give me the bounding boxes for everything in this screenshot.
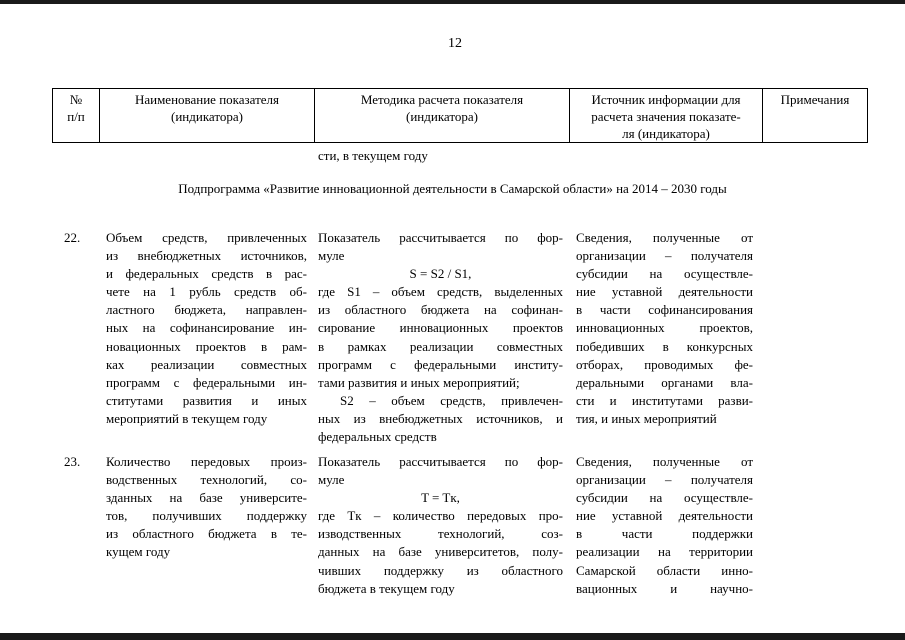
header-cell-source — [570, 89, 763, 143]
row-22-source-line: в части софинансирования — [576, 302, 753, 318]
row-23-indicator-name — [106, 453, 307, 562]
carryover-text: сти, в текущем году — [318, 148, 428, 163]
row-23-source-line: организации – получателя — [576, 472, 753, 488]
row-23-source-line: Сведения, полученные от — [576, 454, 753, 469]
row-22-source-line: ние уставной деятельности — [576, 284, 753, 300]
header-method-line: Методика расчета показателя — [360, 92, 524, 107]
row-23-name-line: тов, получивших поддержку — [106, 508, 307, 524]
row-22-number: 22. — [64, 230, 81, 245]
row-22-method-line: программ с федеральными институ- — [318, 356, 563, 372]
header-cell-notes — [763, 89, 868, 143]
header-source-line: Источник информации для — [591, 92, 741, 107]
row-23-method-line: бюджета в текущем году — [318, 580, 455, 596]
header-notes-line: Примечания — [780, 92, 850, 107]
row-22-source-line: организации – получателя — [576, 248, 753, 264]
row-22-source-line: Сведения, полученные от — [576, 230, 753, 245]
row-23-name-line: кущем году — [106, 544, 171, 560]
row-22-formula: S = S2 / S1, — [409, 266, 472, 282]
row-22-source-line: сти и институтами разви- — [576, 392, 753, 408]
row-23-method-line: где Tк – количество передовых про- — [318, 508, 563, 524]
row-22-method-line: S2 – объем средств, привлечен- — [340, 392, 563, 408]
row-22-calculation-method — [318, 229, 563, 446]
row-23-method-line: данных на базе университетов, полу- — [318, 544, 563, 560]
row-23-source-line: Самарской области инно- — [576, 562, 753, 578]
row-22-name-line: из внебюджетных источников, — [106, 248, 307, 264]
top-scan-border — [0, 0, 905, 4]
row-23-source-line: вационных и научно- — [576, 580, 753, 596]
row-23-source-line: в части поддержки — [576, 526, 753, 542]
header-cell-indicator-name — [100, 89, 315, 143]
indicator-table-header — [52, 88, 868, 143]
row-23-info-source — [576, 453, 753, 598]
row-22-name-line: Объем средств, привлеченных — [106, 230, 307, 245]
row-23-number: 23. — [64, 454, 81, 469]
header-number-line: № — [69, 92, 83, 107]
row-23-name-line: из областного бюджета в те- — [106, 526, 307, 542]
row-22-name-line: чете на 1 рубль средств об- — [106, 284, 307, 300]
row-22-name-line: ных на софинансирование ин- — [106, 320, 307, 336]
subprogram-title: Подпрограмма «Развитие инновационной деятельности в Самарской области» на 2014 – 2030 годы — [178, 181, 727, 196]
row-22-method-line: ных из внебюджетных источников, и — [318, 410, 563, 426]
row-22-name-line: ститутами развития и иных — [106, 392, 307, 408]
row-22-source-line: субсидии на осуществле- — [576, 266, 753, 282]
row-23-name-line: водственных технологий, со- — [106, 472, 307, 488]
row-23-formula: T = Tк, — [421, 490, 460, 506]
row-22-method-line: Показатель рассчитывается по фор- — [318, 230, 563, 245]
header-source-line: расчета значения показате- — [591, 109, 741, 124]
row-22-source-line: тия, и иных мероприятий — [576, 410, 717, 426]
header-cell-number — [53, 89, 100, 143]
header-cell-method — [315, 89, 570, 143]
bottom-scan-border — [0, 633, 905, 640]
header-number-line: п/п — [67, 109, 85, 124]
row-23-name-line: Количество передовых произ- — [106, 454, 307, 469]
row-22-method-line: где S1 – объем средств, выделенных — [318, 284, 563, 300]
row-22-name-line: мероприятий в текущем году — [106, 410, 268, 426]
header-method-line: (индикатора) — [406, 109, 478, 124]
row-23-source-line: субсидии на осуществле- — [576, 490, 753, 506]
row-22-source-line: отборах, проводимых фе- — [576, 356, 753, 372]
row-22-method-line: тами развития и иных мероприятий; — [318, 374, 520, 390]
row-23-name-line: зданных на базе университе- — [106, 490, 307, 506]
header-name-line: Наименование показателя — [134, 92, 280, 107]
row-22-method-line: федеральных средств — [318, 429, 437, 445]
page-number: 12 — [448, 36, 462, 51]
row-22-indicator-name — [106, 229, 307, 428]
row-22-method-line: муле — [318, 248, 345, 264]
row-22-source-line: инновационных проектов, — [576, 320, 753, 336]
header-source-line: ля (индикатора) — [622, 126, 710, 141]
row-22-name-line: и федеральных средств в рас- — [106, 266, 307, 282]
row-22-method-line: из областного бюджета на софинан- — [318, 302, 563, 318]
row-22-name-line: ках реализации совместных — [106, 356, 307, 372]
row-23-source-line: ние уставной деятельности — [576, 508, 753, 524]
row-22-name-line: ластного бюджета, направлен- — [106, 302, 307, 318]
row-23-source-line: реализации на территории — [576, 544, 753, 560]
row-22-name-line: программ с федеральными ин- — [106, 374, 307, 390]
row-22-source-line: победивших в конкурсных — [576, 338, 753, 354]
row-22-source-line: деральными органами вла- — [576, 374, 753, 390]
row-22-info-source — [576, 229, 753, 428]
row-22-method-line: в рамках реализации совместных — [318, 338, 563, 354]
row-23-method-line: чивших поддержку из областного — [318, 562, 563, 578]
row-23-method-line: муле — [318, 472, 345, 488]
row-22-name-line: новационных проектов в рам- — [106, 338, 307, 354]
row-23-method-line: Показатель рассчитывается по фор- — [318, 454, 563, 469]
row-22-method-line: сирование инновационных проектов — [318, 320, 563, 336]
header-name-line: (индикатора) — [171, 109, 243, 124]
row-23-calculation-method — [318, 453, 563, 598]
row-23-method-line: изводственных технологий, соз- — [318, 526, 563, 542]
